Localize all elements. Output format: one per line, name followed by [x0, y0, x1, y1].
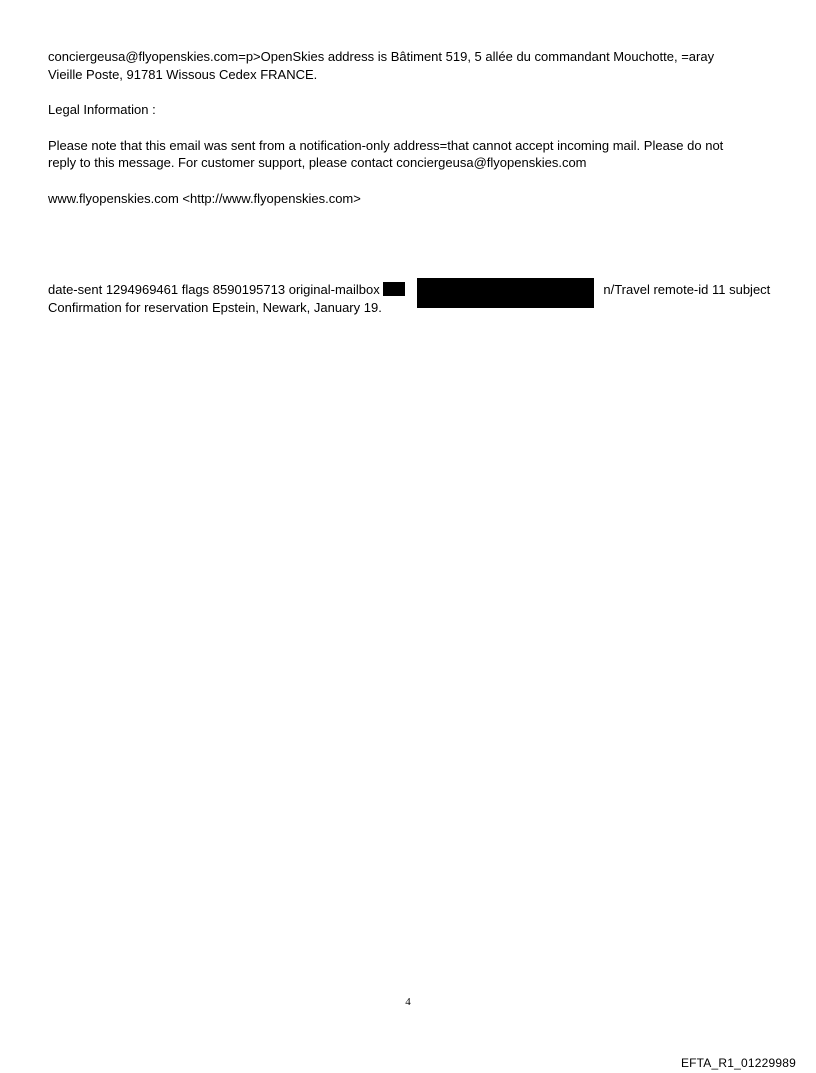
metadata-suffix: n/Travel remote-id 11 subject — [603, 282, 771, 297]
document-body — [48, 48, 788, 316]
spacer — [48, 225, 788, 281]
text-line: Legal Information : — [48, 102, 156, 117]
message-metadata — [48, 281, 788, 316]
website-paragraph — [48, 190, 788, 208]
page-number: 4 — [405, 996, 411, 1008]
address-paragraph — [48, 48, 788, 83]
text-line: reply to this message. For customer support, please contact conciergeusa@flyopenskies.com — [48, 155, 587, 170]
metadata-line-1 — [48, 281, 788, 299]
text-line: Vieille Poste, 91781 Wissous Cedex FRANCE. — [48, 66, 318, 82]
redaction-bar — [383, 282, 405, 296]
text-line: www.flyopenskies.com <http://www.flyopenskies.com> — [48, 190, 361, 206]
text-line: conciergeusa@flyopenskies.com=p>OpenSkies address is Bâtiment 519, 5 allée du commandant Mouchotte, =aray — [48, 49, 715, 64]
text-line: Please note that this email was sent from a notification-only address=that cannot accept incoming mail. Please do not — [48, 137, 724, 153]
metadata-line-2: Confirmation for reservation Epstein, Newark, January 19. — [48, 299, 382, 315]
bates-number: EFTA_R1_01229989 — [680, 1056, 796, 1070]
notice-paragraph — [48, 137, 788, 172]
legal-heading — [48, 101, 788, 119]
metadata-prefix: date-sent 1294969461 flags 8590195713 original-mailbox — [48, 282, 380, 297]
